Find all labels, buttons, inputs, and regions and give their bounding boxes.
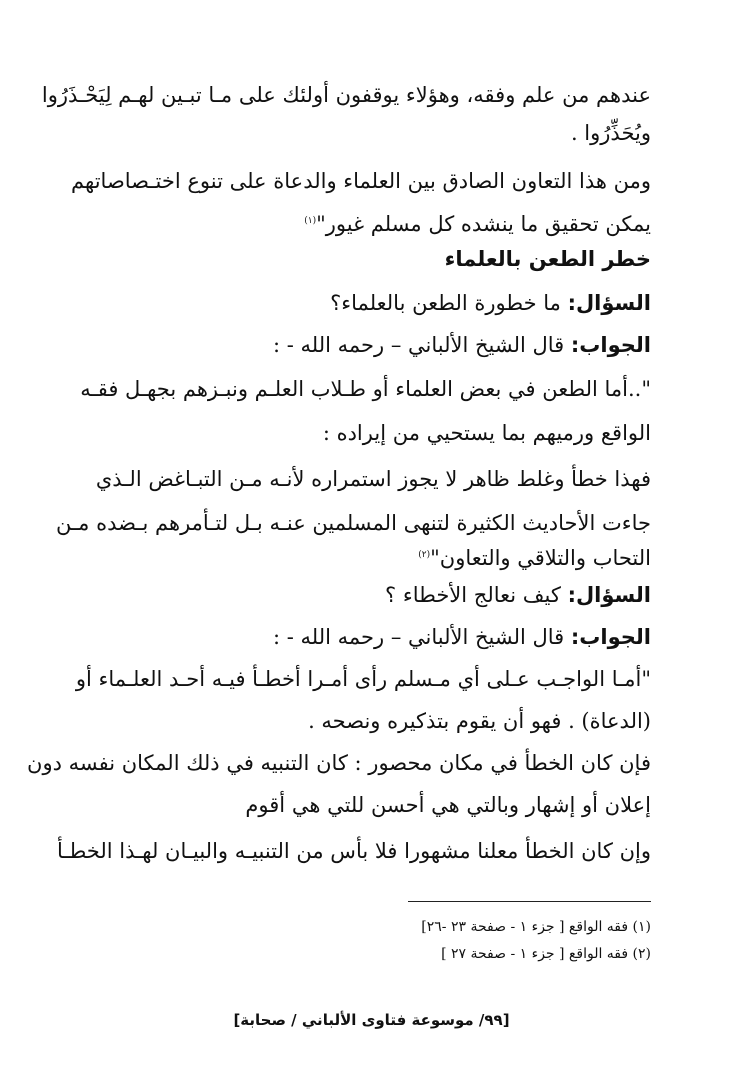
- answer-2-label: الجواب:: [570, 625, 651, 649]
- body-line-15: "أمـا الواجـب عـلى أي مـسلم رأى أمـرا أخطـأ فيـه أحـد العلـماء أو: [75, 667, 651, 691]
- body-line-12-text: التحاب والتلاقي والتعاون": [430, 546, 651, 570]
- body-line-9: الواقع ورميهم بما يستحيي من إيراده :: [322, 421, 651, 445]
- body-line-3: ومن هذا التعاون الصادق بين العلماء والدعاة على تنوع اختـصاصاتهم: [71, 169, 651, 193]
- footnote-ref-1: (١): [304, 216, 317, 226]
- question-2-text: كيف نعالج الأخطاء ؟: [385, 583, 561, 607]
- section-heading: خطر الطعن بالعلماء: [444, 247, 651, 271]
- body-line-4: [105, 206, 651, 239]
- question-2-label: السؤال:: [567, 583, 651, 607]
- body-line-10: فهذا خطأ وغلط ظاهر لا يجوز استمراره لأنـه مـن التبـاغض الـذي: [95, 467, 651, 491]
- answer-2-text: قال الشيخ الألباني – رحمه الله - :: [273, 625, 565, 649]
- body-line-2: ويُحَذِّرُوا .: [570, 121, 651, 145]
- footnote-2: (٢) فقه الواقع [ جزء ١ - صفحة ٢٧ ]: [441, 946, 651, 962]
- answer-2: [105, 622, 651, 652]
- body-line-8: "..أما الطعن في بعض العلماء أو طـلاب العلـم ونبـزهم بجهـل فقـه: [80, 377, 651, 401]
- question-1-text: ما خطورة الطعن بالعلماء؟: [330, 291, 561, 315]
- body-line-17: فإن كان الخطأ في مكان محصور : كان التنبيه في ذلك المكان نفسه دون: [27, 751, 651, 775]
- question-1-label: السؤال:: [567, 291, 651, 315]
- body-line-11: جاءت الأحاديث الكثيرة لتنهى المسلمين عنـه بـل لتـأمرهم بـضده مـن: [56, 511, 651, 535]
- footnote-divider: [408, 901, 651, 902]
- body-line-4-text: يمكن تحقيق ما ينشده كل مسلم غيور": [316, 212, 651, 236]
- footnote-ref-2: (٢): [418, 550, 431, 560]
- body-line-16: (الدعاة) . فهو أن يقوم بتذكيره ونصحه .: [308, 709, 651, 733]
- question-2: [105, 580, 651, 610]
- footnote-1: (١) فقه الواقع [ جزء ١ - صفحة ٢٣ -٢٦]: [421, 919, 651, 935]
- body-line-19: وإن كان الخطأ معلنا مشهورا فلا بأس من التنبيـه والبيـان لهـذا الخطـأ: [57, 839, 651, 863]
- page-footer: [٩٩/ موسوعة فتاوى الألباني / صحابة]: [233, 1011, 510, 1029]
- body-line-18: إعلان أو إشهار وبالتي هي أحسن للتي هي أقوم: [245, 793, 651, 817]
- answer-1: [105, 330, 651, 360]
- answer-1-text: قال الشيخ الألباني – رحمه الله - :: [273, 333, 565, 357]
- answer-1-label: الجواب:: [570, 333, 651, 357]
- question-1: [105, 288, 651, 318]
- body-line-12: [105, 540, 651, 573]
- body-line-1: عندهم من علم وفقه، وهؤلاء يوقفون أولئك على مـا تبـين لهـم لِيَحْـذَرُوا: [41, 83, 651, 107]
